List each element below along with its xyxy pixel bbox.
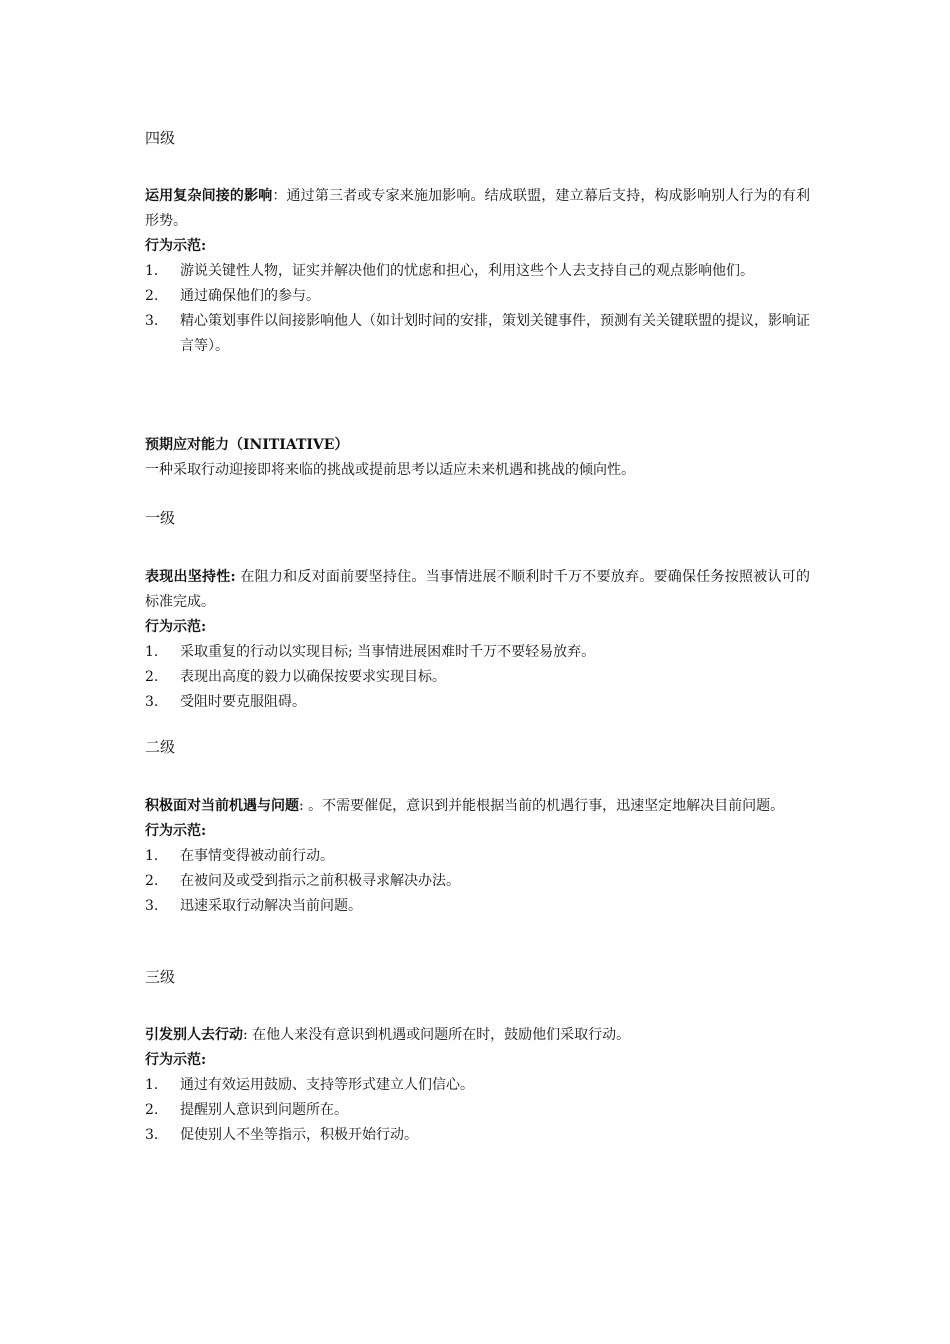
term: 表现出坚持性:	[145, 569, 236, 585]
item-text: 游说关键性人物，证实并解决他们的忧虑和担心，利用这些个人去支持自己的观点影响他们。	[180, 263, 754, 279]
term: 引发别人去行动	[145, 1027, 243, 1043]
item-text: 精心策划事件以间接影响他人（如计划时间的安排，策划关键事件，预测有关关键联盟的提议，影响证言等）。	[180, 313, 810, 354]
list-item	[145, 309, 810, 359]
examples-label: 行为示范:	[145, 823, 207, 839]
description: ：通过第三者或专家来施加影响。结成联盟，建立幕后支持，构成影响别人行为的有利形势。	[145, 188, 811, 229]
example-list	[145, 640, 810, 715]
term: 积极面对当前机遇与问题	[145, 798, 299, 814]
item-text: 通过确保他们的参与。	[180, 288, 320, 304]
item-text: 通过有效运用鼓励、支持等形式建立人们信心。	[180, 1077, 474, 1093]
item-number: 3.	[145, 898, 159, 914]
level-heading: 二级	[145, 738, 176, 756]
item-text: 受阻时要克服阻碍。	[180, 694, 306, 710]
list-item	[145, 665, 810, 690]
item-number: 2.	[145, 873, 159, 889]
level-heading: 三级	[145, 968, 176, 986]
list-item	[145, 1123, 810, 1148]
list-item	[145, 259, 810, 284]
item-number: 3.	[145, 313, 159, 329]
level-description	[145, 565, 810, 615]
initiative-section	[145, 433, 810, 483]
item-number: 1.	[145, 848, 159, 864]
examples-label: 行为示范:	[145, 1052, 207, 1068]
list-item	[145, 894, 810, 919]
examples-label: 行为示范:	[145, 238, 207, 254]
level1-block	[145, 565, 810, 715]
description: 在阻力和反对面前要坚持住。当事情进展不顺利时千万不要放弃。要确保任务按照被认可的标准完成。	[145, 569, 810, 610]
level-heading: 一级	[145, 509, 176, 527]
list-item	[145, 1098, 810, 1123]
level-description	[145, 184, 810, 234]
list-item	[145, 690, 810, 715]
list-item	[145, 869, 810, 894]
example-list	[145, 1073, 810, 1148]
level4-block	[145, 184, 810, 359]
item-number: 1.	[145, 644, 159, 660]
list-item	[145, 284, 810, 309]
level-description	[145, 794, 810, 819]
section-definition: 一种采取行动迎接即将来临的挑战或提前思考以适应未来机遇和挑战的倾向性。	[145, 462, 635, 478]
list-item	[145, 1073, 810, 1098]
level-heading: 四级	[145, 129, 176, 147]
term: 运用复杂间接的影响	[145, 188, 273, 204]
section-title: 预期应对能力（INITIATIVE）	[145, 437, 349, 453]
item-text: 在事情变得被动前行动。	[180, 848, 334, 864]
item-number: 1.	[145, 263, 159, 279]
item-text: 表现出高度的毅力以确保按要求实现目标。	[180, 669, 446, 685]
item-text: 提醒别人意识到问题所在。	[180, 1102, 348, 1118]
examples-label: 行为示范:	[145, 619, 207, 635]
list-item	[145, 640, 810, 665]
item-number: 2.	[145, 288, 159, 304]
item-number: 1.	[145, 1077, 159, 1093]
item-number: 3.	[145, 694, 159, 710]
level-description	[145, 1023, 810, 1048]
item-text: 促使别人不坐等指示，积极开始行动。	[180, 1127, 418, 1143]
example-list	[145, 259, 810, 359]
level3-block	[145, 1023, 810, 1148]
item-text: 采取重复的行动以实现目标; 当事情进展困难时千万不要轻易放弃。	[180, 644, 596, 660]
item-text: 迅速采取行动解决当前问题。	[180, 898, 362, 914]
example-list	[145, 844, 810, 919]
item-number: 2.	[145, 669, 159, 685]
item-text: 在被问及或受到指示之前积极寻求解决办法。	[180, 873, 460, 889]
item-number: 3.	[145, 1127, 159, 1143]
list-item	[145, 844, 810, 869]
description: : 。不需要催促，意识到并能根据当前的机遇行事，迅速坚定地解决目前问题。	[299, 798, 785, 814]
level2-block	[145, 794, 810, 919]
item-number: 2.	[145, 1102, 159, 1118]
description: : 在他人来没有意识到机遇或问题所在时，鼓励他们采取行动。	[243, 1027, 631, 1043]
